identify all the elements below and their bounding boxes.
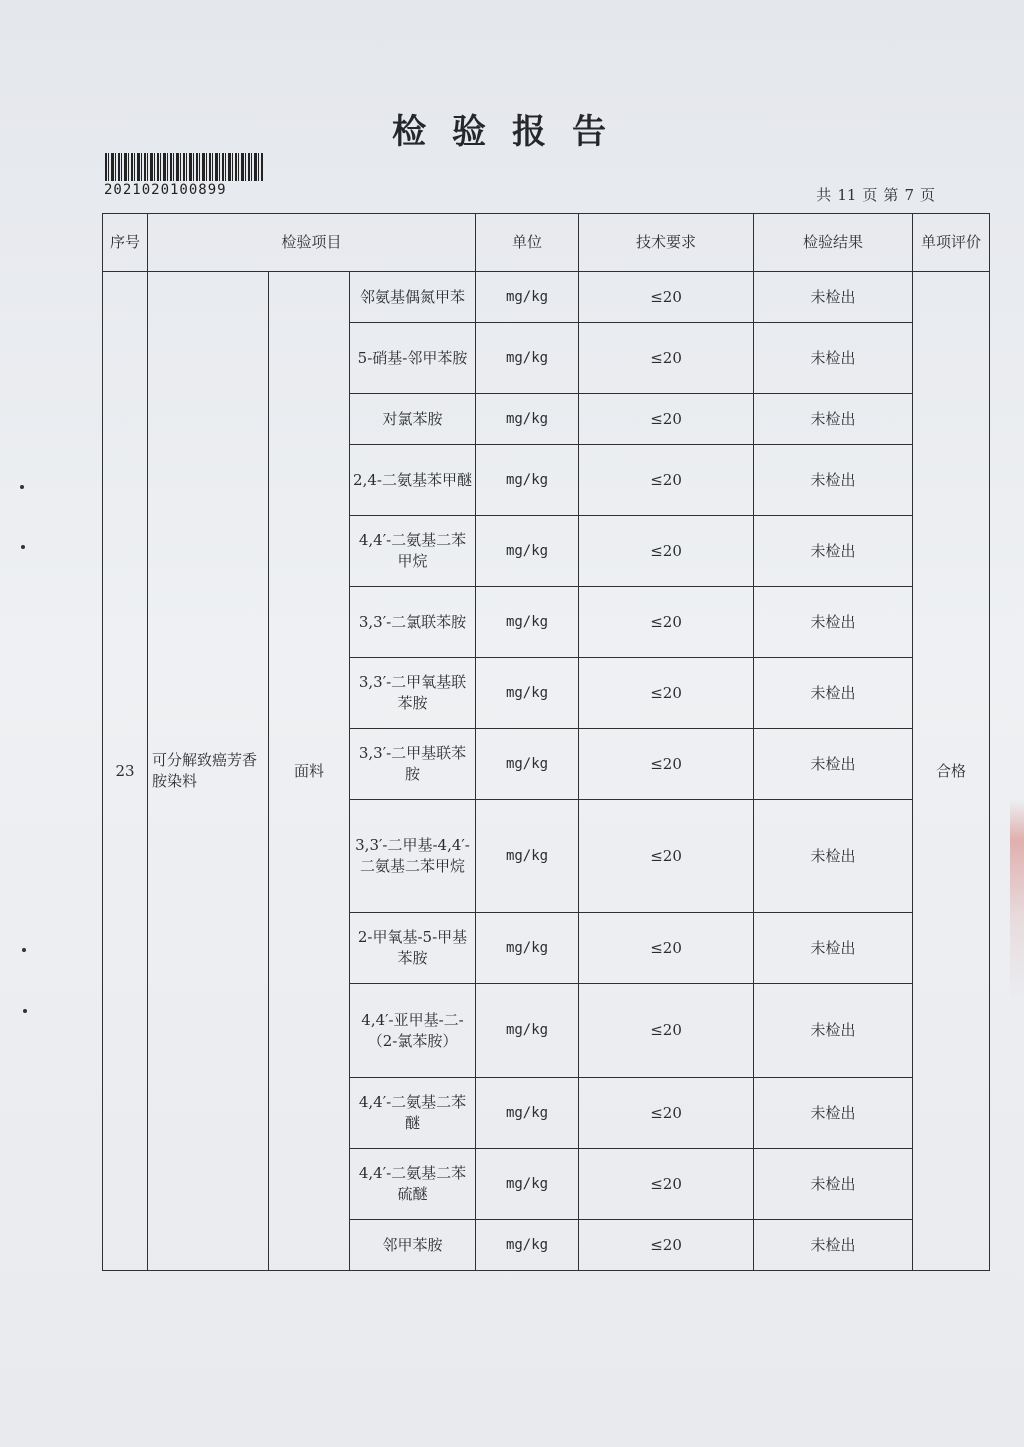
row-requirement: ≤20 [579, 394, 754, 445]
row-item: 3,3′-二甲基联苯胺 [350, 729, 476, 800]
col-header-result: 检验结果 [754, 214, 913, 272]
page-info-current-label: 第 [883, 186, 899, 204]
binding-hole-mark [21, 545, 25, 549]
report-title: 检验报告 [392, 112, 632, 152]
col-header-evaluation: 单项评价 [913, 214, 990, 272]
row-result: 未检出 [754, 516, 913, 587]
seal-stamp-edge [1010, 800, 1024, 1000]
row-item: 邻甲苯胺 [350, 1220, 476, 1271]
binding-hole-mark [22, 948, 26, 952]
row-item: 对氯苯胺 [350, 394, 476, 445]
row-requirement: ≤20 [579, 984, 754, 1078]
row-result: 未检出 [754, 1149, 913, 1220]
row-unit: mg/kg [476, 445, 579, 516]
binding-hole-mark [23, 1009, 27, 1013]
row-result: 未检出 [754, 800, 913, 913]
row-unit: mg/kg [476, 272, 579, 323]
row-unit: mg/kg [476, 800, 579, 913]
row-item: 邻氨基偶氮甲苯 [350, 272, 476, 323]
barcode-image [105, 153, 263, 181]
row-item: 4,4′-亚甲基-二-（2-氯苯胺） [350, 984, 476, 1078]
col-header-requirement: 技术要求 [579, 214, 754, 272]
row-item: 2,4-二氨基苯甲醚 [350, 445, 476, 516]
page-info [813, 184, 938, 205]
row-item: 3,3′-二氯联苯胺 [350, 587, 476, 658]
row-result: 未检出 [754, 394, 913, 445]
col-header-item: 检验项目 [148, 214, 476, 272]
row-result: 未检出 [754, 323, 913, 394]
row-result: 未检出 [754, 272, 913, 323]
row-unit: mg/kg [476, 587, 579, 658]
row-result: 未检出 [754, 729, 913, 800]
row-item: 2-甲氧基-5-甲基苯胺 [350, 913, 476, 984]
row-result: 未检出 [754, 913, 913, 984]
row-unit: mg/kg [476, 516, 579, 587]
inspection-table [102, 213, 990, 1271]
row-unit: mg/kg [476, 323, 579, 394]
row-requirement: ≤20 [579, 913, 754, 984]
row-requirement: ≤20 [579, 658, 754, 729]
row-requirement: ≤20 [579, 1078, 754, 1149]
row-requirement: ≤20 [579, 1149, 754, 1220]
row-unit: mg/kg [476, 1078, 579, 1149]
page-info-current: 7 [904, 186, 914, 204]
row-item: 3,3′-二甲氧基联苯胺 [350, 658, 476, 729]
row-item: 5-硝基-邻甲苯胺 [350, 323, 476, 394]
row-unit: mg/kg [476, 913, 579, 984]
page-info-current-unit: 页 [919, 186, 935, 204]
row-result: 未检出 [754, 658, 913, 729]
group-part: 面料 [269, 272, 350, 1271]
row-requirement: ≤20 [579, 445, 754, 516]
row-unit: mg/kg [476, 1220, 579, 1271]
row-result: 未检出 [754, 1078, 913, 1149]
row-unit: mg/kg [476, 658, 579, 729]
row-requirement: ≤20 [579, 272, 754, 323]
row-requirement: ≤20 [579, 729, 754, 800]
col-header-index: 序号 [103, 214, 148, 272]
row-result: 未检出 [754, 445, 913, 516]
page-info-total: 11 [837, 186, 857, 204]
row-result: 未检出 [754, 1220, 913, 1271]
row-requirement: ≤20 [579, 587, 754, 658]
row-item: 4,4′-二氨基二苯硫醚 [350, 1149, 476, 1220]
row-unit: mg/kg [476, 984, 579, 1078]
col-header-unit: 单位 [476, 214, 579, 272]
row-result: 未检出 [754, 587, 913, 658]
row-item: 3,3′-二甲基-4,4′-二氨基二苯甲烷 [350, 800, 476, 913]
group-index: 23 [103, 272, 148, 1271]
row-item: 4,4′-二氨基二苯醚 [350, 1078, 476, 1149]
row-item: 4,4′-二氨基二苯甲烷 [350, 516, 476, 587]
row-unit: mg/kg [476, 394, 579, 445]
page-info-total-unit: 页 [862, 186, 878, 204]
row-requirement: ≤20 [579, 800, 754, 913]
page-info-total-label: 共 [816, 186, 832, 204]
barcode-number: 2021020100899 [104, 182, 227, 198]
row-requirement: ≤20 [579, 323, 754, 394]
table-row [103, 272, 990, 323]
group-evaluation: 合格 [913, 272, 990, 1271]
row-requirement: ≤20 [579, 1220, 754, 1271]
group-category: 可分解致癌芳香胺染料 [148, 272, 269, 1271]
row-requirement: ≤20 [579, 516, 754, 587]
binding-hole-mark [20, 485, 24, 489]
row-result: 未检出 [754, 984, 913, 1078]
row-unit: mg/kg [476, 729, 579, 800]
row-unit: mg/kg [476, 1149, 579, 1220]
